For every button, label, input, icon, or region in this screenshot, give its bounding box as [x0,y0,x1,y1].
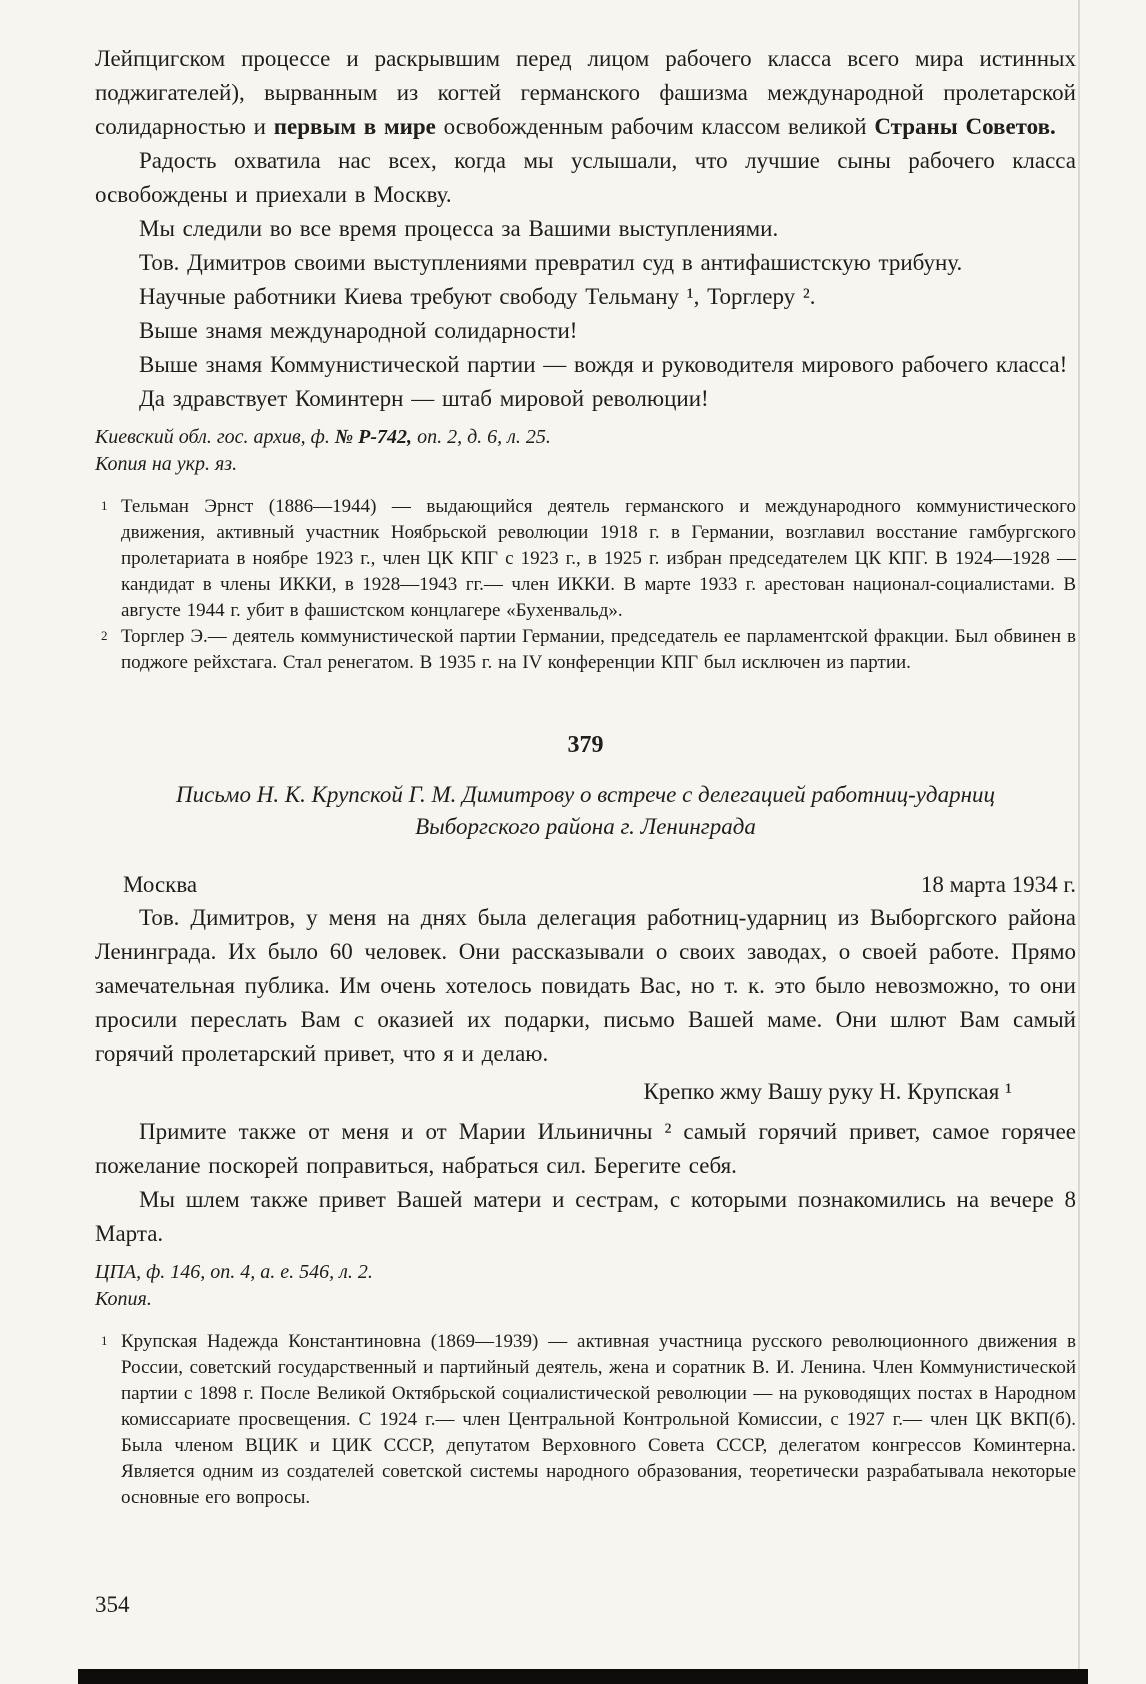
paragraph: Научные работники Киева требуют свободу Тельману ¹, Торглеру ². [139,284,816,309]
dateline [95,869,1076,901]
source-text: оп. 2, д. 6, л. 25. [412,426,551,448]
footnote [95,624,1076,676]
footnote [95,494,1076,624]
archive-source [95,424,1076,478]
scan-artifact-bar [78,1669,1088,1684]
page-number: 354 [95,1592,130,1617]
paragraph-text: освобожденным рабочим классом великой [435,114,875,139]
paragraph: Радость охватила нас всех, когда мы услышали, что лучшие сыны рабочего класса освобождены и приехали в Москву. [95,148,1076,207]
dateline-place: Москва [123,872,198,897]
dateline-date: 18 марта 1934 г. [920,872,1076,897]
archive-source-line: Копия. [95,1288,152,1310]
paragraph: Да здравствует Коминтерн — штаб мировой революции! [139,386,709,411]
paragraph: Выше знамя международной солидарности! [139,318,578,343]
scan-gutter-line [1078,0,1080,1684]
paragraph: Примите также от меня и от Марии Ильиничны ² самый горячий привет, самое горячее пожелание поскорей поправиться, набраться сил. Берегите себя. [95,1119,1076,1178]
footnote-text: Торглер Э.— деятель коммунистической партии Германии, председатель ее парламентской фракции. Был обвинен в поджоге рейхстага. Стал ренегатом. В 1935 г. на IV конференции КПГ был исключен из партии. [121,626,1076,673]
emphasis-text: Страны Советов. [874,114,1056,139]
archive-source-line [95,424,1076,451]
footnote-marker: 2 [101,628,108,643]
footnotes-block [95,494,1076,676]
footnote [95,1329,1076,1511]
archive-source-line: ЦПА, ф. 146, оп. 4, а. е. 546, л. 2. [95,1261,373,1283]
emphasis-text: первым в мире [273,114,436,139]
footnote-text: Крупская Надежда Константиновна (1869—1939) — активная участница русского революционного движения в России, советский государственный и партийный деятель, жена и соратник В. И. Ленина. Член Коммунистической партии с 1898 г. После Великой Октябрьской социалистической революции — на руководящих постах в Народном комиссариате просвещения. С 1924 г.— член Центральной Контрольной Комиссии, с 1927 г.— член ЦК ВКП(б). Была членом ВЦИК и ЦИК СССР, депутатом Верховного Совета СССР, делегатом конгрессов Коминтерна. Является одним из создателей советской системы народного образования, теоретически разрабатывала некоторые основные его вопросы. [121,1331,1076,1508]
paragraph-text: Лейпцигском процессе и раскрывшим перед лицом рабочего класса всего мира истинных поджигателей), вырванным из когтей германского фашизма международной пролетарской солидарностью и [95,46,1076,139]
footnote-text: Тельман Эрнст (1886—1944) — выдающийся деятель германского и международного коммунистического движения, активный участник Ноябрьской революции 1918 г. в Германии, возглавил восстание гамбургского пролетариата в ноябре 1923 г., член ЦК КПГ с 1923 г., в 1925 г. избран председателем ЦК КПГ. В 1924—1928 — кандидат в члены ИККИ, в 1928—1943 гг.— член ИККИ. В марте 1933 г. арестован национал-социалистами. В августе 1944 г. убит в фашистском концлагере «Бухенвальд». [121,496,1076,621]
document-number: 379 [567,732,604,758]
source-text: Киевский обл. гос. архив, ф. [95,426,335,448]
paragraph [95,42,1076,144]
footnote-marker: 1 [101,498,108,513]
page-content [95,42,1076,1511]
paragraph: Выше знамя Коммунистической партии — вождя и руководителя мирового рабочего класса! [139,352,1068,377]
footnote-marker: 1 [101,1333,108,1348]
signature-line: Крепко жму Вашу руку Н. Крупская ¹ [643,1079,1012,1104]
archive-source [95,1259,1076,1313]
paragraph: Тов. Димитров, у меня на днях была делегация работниц-ударниц из Выборгского района Ленинграда. Их было 60 человек. Они рассказывали о своих заводах, о своей работе. Прямо замечательная публика. Им очень хотелось повидать Вас, но т. к. это было невозможно, то они просили переслать Вам с оказией их подарки, письмо Вашей маме. Они шлют Вам самый горячий пролетарский привет, что я и делаю. [95,905,1076,1066]
document-title: Письмо Н. К. Крупской Г. М. Димитрову о встрече с делегацией работниц-ударниц Выборгского района г. Ленинграда [176,782,995,839]
archive-number: № Р-742, [334,426,413,448]
paragraph: Мы следили во все время процесса за Вашими выступлениями. [139,216,779,241]
footnotes-block [95,1329,1076,1511]
archive-source-line: Копия на укр. яз. [95,453,238,475]
paragraph: Тов. Димитров своими выступлениями превратил суд в антифашистскую трибуну. [139,250,963,275]
paragraph: Мы шлем также привет Вашей матери и сестрам, с которыми познакомились на вечере 8 Марта. [95,1187,1076,1246]
